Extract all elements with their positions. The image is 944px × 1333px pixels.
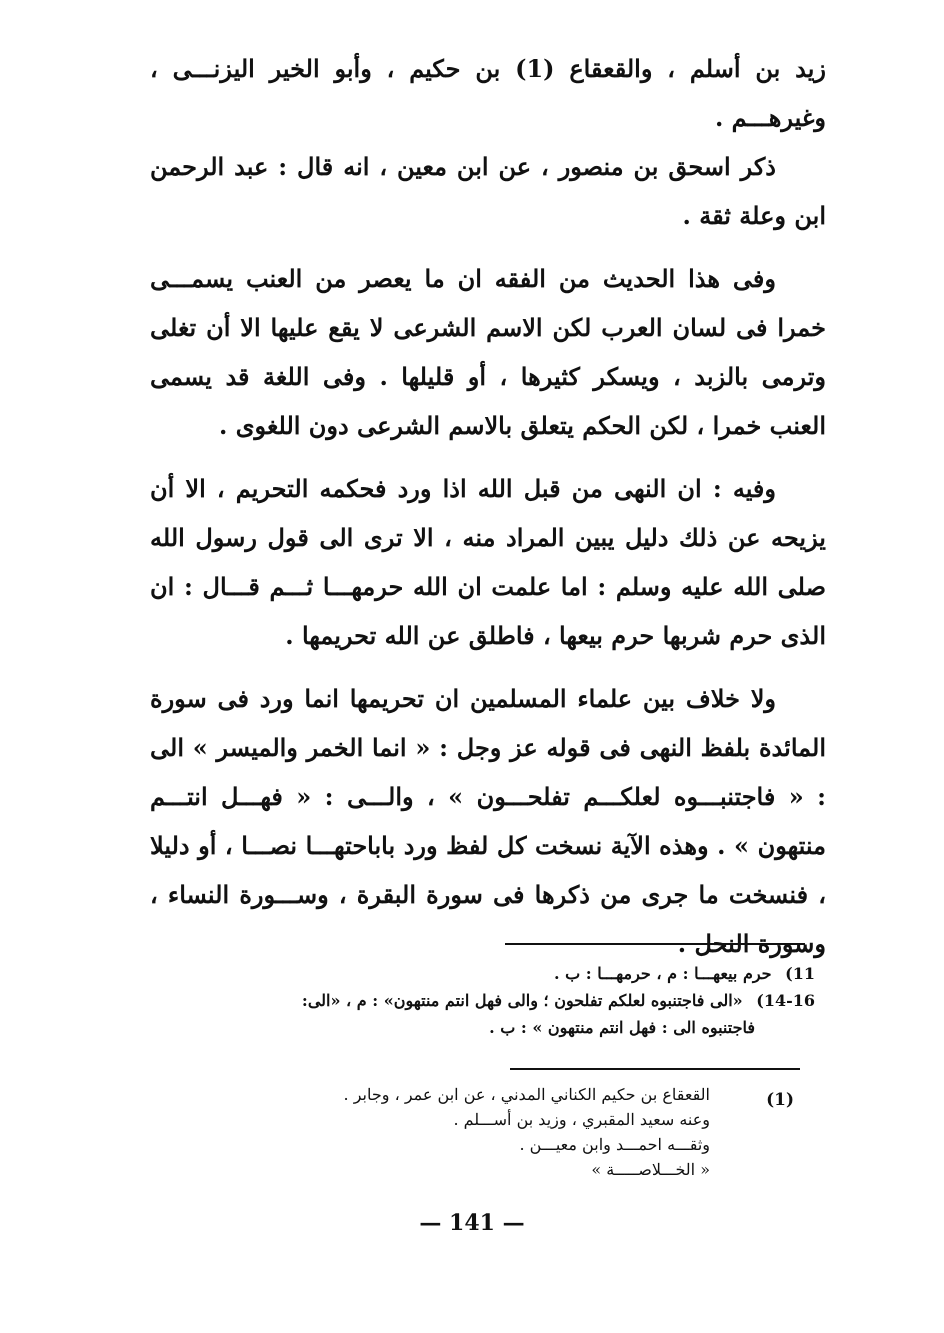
paragraph-2: ذكر اسحق بن منصور ، عن ابن معين ، انه قال : عبد الرحمن ابن وعلة ثقة .	[150, 152, 826, 230]
paragraph-3: وفى هذا الحديث من الفقه ان ما يعصر من العنب يسمـــى خمرا فى لسان العرب لكن الاسم الشرعى لا يقع عليها الا أن تغلى وترمى بالزبد ، ويسكر كثيرها ، أو قليلها . وفى اللغة قد يسمى العنب خمرا ، لكن الحكم يتعلق بالاسم الشرعى دون اللغوى .	[150, 264, 826, 440]
variant-notes	[165, 960, 815, 1041]
variant-note	[165, 987, 815, 1014]
variant-note-number: 11)	[785, 964, 815, 983]
variant-note-text: حرم بيعهـــا : م ، حرمهـــا : ب .	[553, 964, 772, 983]
paragraph-4: وفيه : ان النهى من قبل الله اذا ورد فحكمه التحريم ، الا أن يزيحه عن ذلك دليل يبين المراد منه ، الا ترى الى قول رسول الله صلى الله عليه وسلم : اما علمت ان الله حرمهـــا ثـــم قـــال : ان الذى حرم شربها حرم بيعها ، فاطلق عن الله تحريمها .	[150, 474, 826, 650]
paragraph-1: زيد بن أسلم ، والقعقاع (1) بن حكيم ، وأبو الخير اليزنـــى ، وغيرهـــم .	[150, 54, 827, 132]
main-text	[150, 44, 826, 968]
variant-note-continuation	[165, 1014, 815, 1041]
reference-footnote	[200, 1082, 800, 1182]
variant-note-number: 14-16)	[756, 991, 815, 1010]
footnote-divider-bottom	[510, 1068, 800, 1070]
reference-line: وعنه سعيد المقبري ، وزيد بن أســـلم .	[453, 1110, 710, 1129]
page-number: — 141 —	[419, 1210, 525, 1236]
paragraph-5: ولا خلاف بين علماء المسلمين ان تحريمها انما ورد فى سورة المائدة بلفظ النهى فى قوله عز وجل : « انما الخمر والميسر » الى : « فاجتنبـــوه لعلكـــم تفلحـــون » ، والـــى : « فهـــل انتـــم منتهون » . وهذه الآية نسخت كل لفظ ورد باباحتهـــا نصـــا ، أو دليلا ، فنسخت ما جرى من ذكرها فى سورة البقرة ، وســـورة النساء ، وسورة النحل .	[150, 684, 826, 958]
reference-number: (1)	[766, 1090, 794, 1110]
variant-note-text: فاجتنبوه الى : فهل انتم منتهون » : ب .	[489, 1018, 755, 1037]
variant-note-text: «الى فاجتنبوه لعلكم تفلحون ؛ والى فهل انتم منتهون» : م ، «الى:	[301, 991, 743, 1010]
footnote-divider-top	[505, 943, 805, 945]
reference-line: القعقاع بن حكيم الكناني المدني ، عن ابن عمر ، وجابر .	[343, 1085, 710, 1104]
variant-note	[165, 960, 815, 987]
reference-line: وثقـــه احمـــد وابن معيـــن .	[519, 1135, 710, 1154]
reference-line: « الخـــلاصـــــة »	[591, 1160, 710, 1179]
